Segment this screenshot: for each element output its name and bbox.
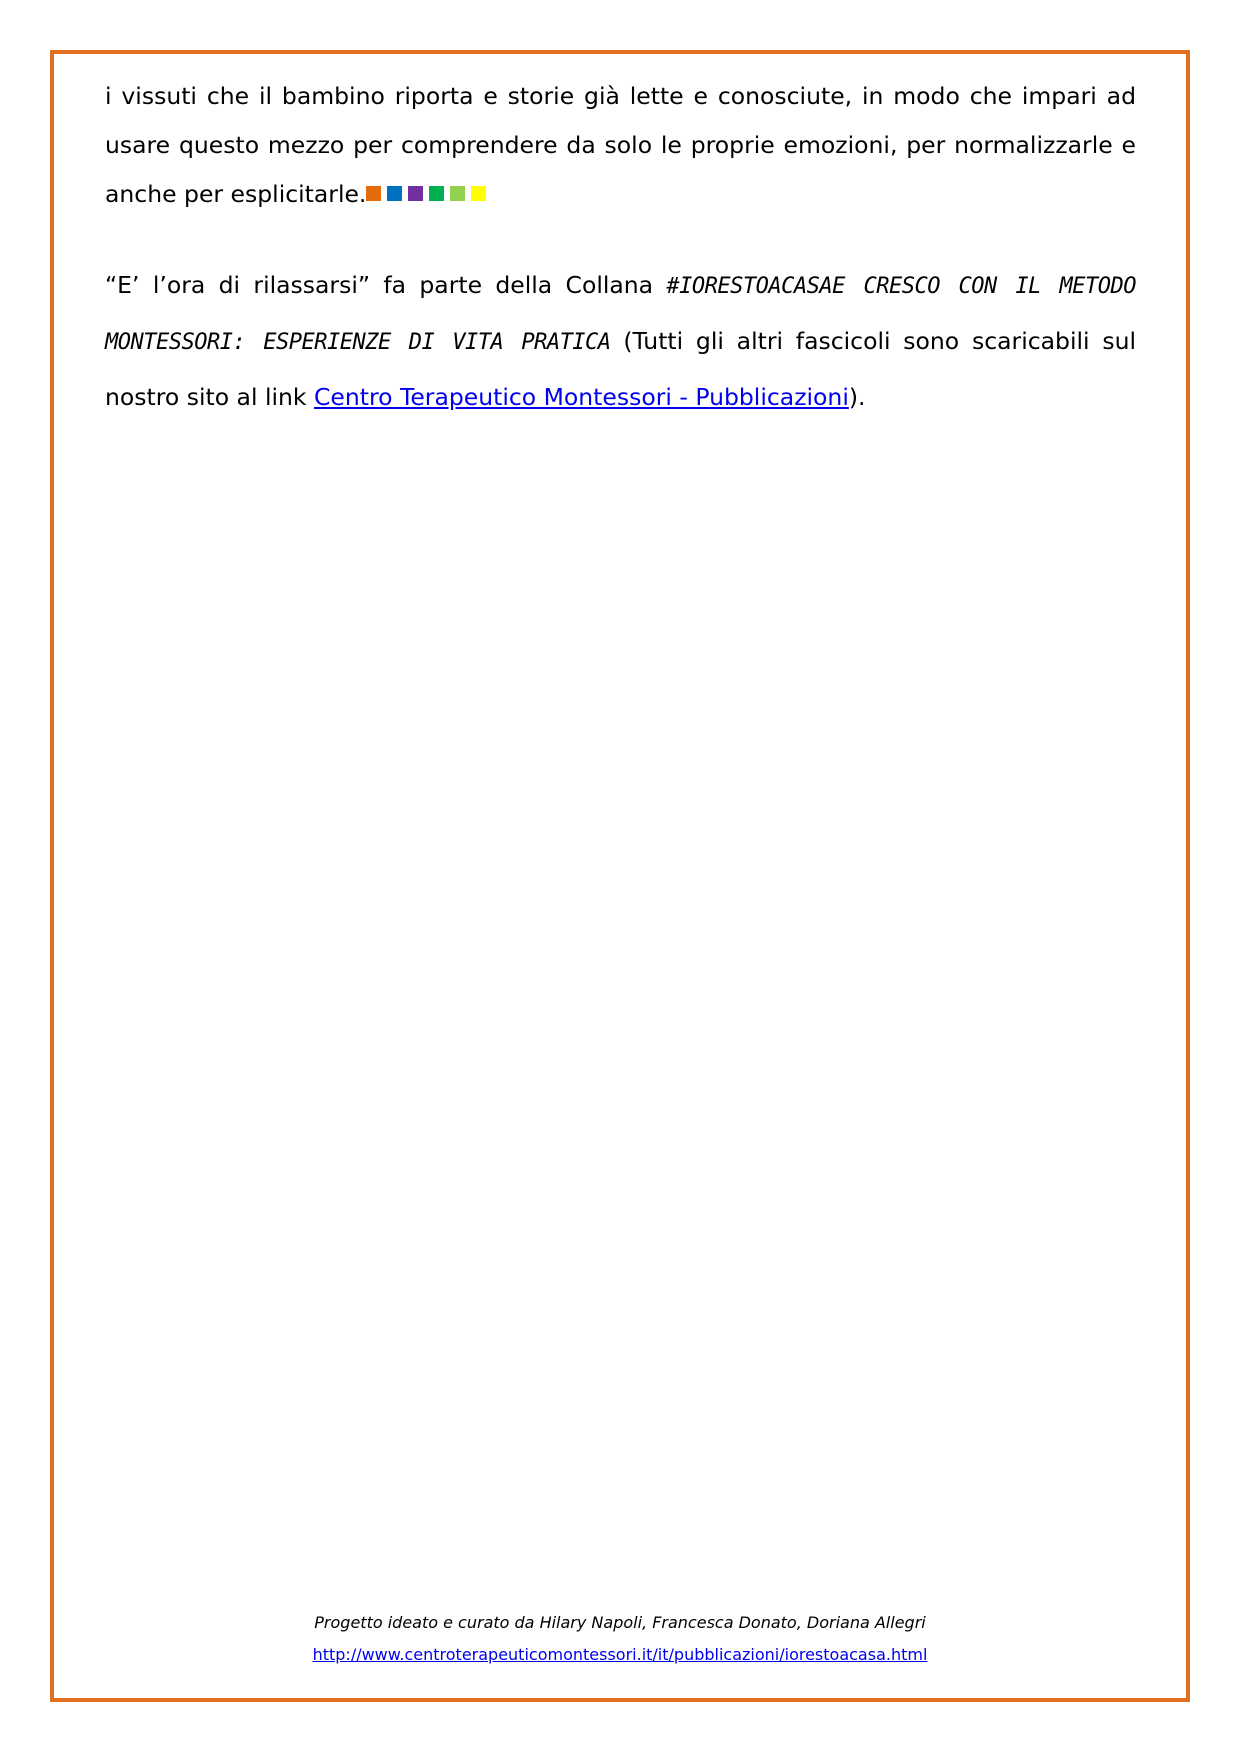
- paragraph-2-intro: “E’ l’ora di rilassarsi” fa parte della Collana: [105, 271, 667, 299]
- color-square-1: [366, 186, 381, 201]
- paragraph-2-middle: (Tutti gli altri fascicoli sono scaricabili sul nostro sito al link: [105, 327, 1136, 411]
- footer-credits: Progetto ideato e curato da Hilary Napoli, Francesca Donato, Doriana Allegri: [314, 1613, 926, 1632]
- color-square-3: [408, 186, 423, 201]
- paragraph-2-end: ).: [848, 383, 866, 411]
- series-title: #IORESTOACASAE CRESCO CON IL METODO MONTESSORI: ESPERIENZE DI VITA PRATICA: [105, 274, 1136, 355]
- paragraph-1: [105, 72, 1136, 219]
- footer-url-link[interactable]: http://www.centroterapeuticomontessori.it/it/pubblicazioni/iorestoacasa.html: [312, 1645, 928, 1664]
- color-square-2: [387, 186, 402, 201]
- footer-url-line: [50, 1645, 1190, 1664]
- paragraph-1-text: i vissuti che il bambino riporta e storie già lette e conosciute, in modo che impari ad usare questo mezzo per comprendere da solo le proprie emozioni, per normalizzarle e anche per esplicitarle.: [105, 82, 1136, 208]
- publications-link[interactable]: Centro Terapeutico Montessori - Pubblicazioni: [314, 383, 849, 411]
- color-square-5: [450, 186, 465, 201]
- color-square-6: [471, 186, 486, 201]
- paragraph-2: [105, 258, 1136, 424]
- color-squares: [366, 180, 492, 208]
- color-square-4: [429, 186, 444, 201]
